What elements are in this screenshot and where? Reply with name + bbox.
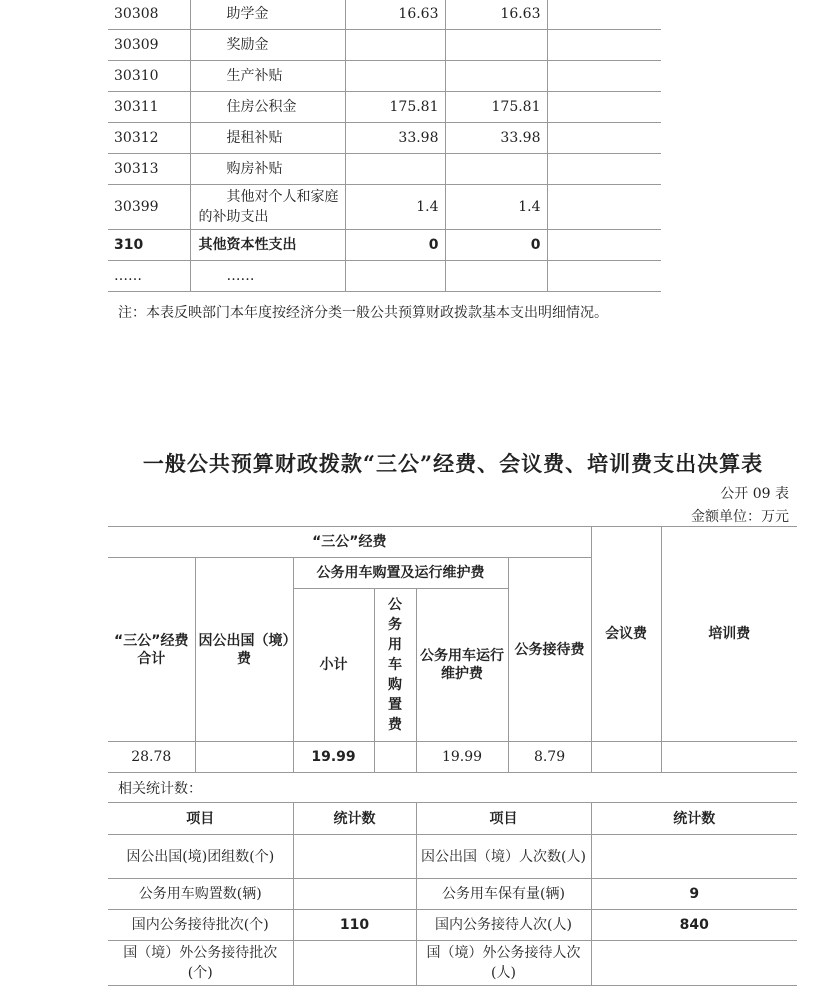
table-row xyxy=(108,230,661,261)
header-car-purchase: 公务用车购置费 xyxy=(388,597,402,733)
row-code: …… xyxy=(108,261,190,292)
value-total: 28.78 xyxy=(108,742,195,773)
row-value-2 xyxy=(445,61,547,92)
row-value-2: 0 xyxy=(445,230,547,261)
page-title: 一般公共预算财政拨款“三公”经费、会议费、培训费支出决算表 xyxy=(142,451,764,476)
header-abroad: 因公出国（境）费 xyxy=(195,558,293,742)
row-value-2 xyxy=(445,261,547,292)
basic-expenditure-detail-table xyxy=(108,0,661,292)
stats-item: 国（境）外公务接待人次(人) xyxy=(416,941,591,986)
row-value-3 xyxy=(547,30,661,61)
row-name: 提租补贴 xyxy=(190,123,345,154)
header-meeting: 会议费 xyxy=(591,527,661,742)
row-name: 生产补贴 xyxy=(190,61,345,92)
row-value-2: 1.4 xyxy=(445,185,547,230)
row-code: 30399 xyxy=(108,185,190,230)
stats-count xyxy=(293,941,416,986)
value-abroad xyxy=(195,742,293,773)
stats-item: 公务用车保有量(辆) xyxy=(416,879,591,910)
row-name: 其他资本性支出 xyxy=(190,230,345,261)
row-value-1: 33.98 xyxy=(345,123,445,154)
stats-row xyxy=(108,835,797,879)
row-value-3 xyxy=(547,230,661,261)
header-total: “三公”经费合计 xyxy=(108,558,195,742)
row-value-1: 175.81 xyxy=(345,92,445,123)
table-row xyxy=(108,185,661,230)
table-row xyxy=(108,0,661,30)
value-reception: 8.79 xyxy=(508,742,591,773)
row-value-2: 175.81 xyxy=(445,92,547,123)
row-code: 310 xyxy=(108,230,190,261)
header-reception: 公务接待费 xyxy=(508,558,591,742)
row-value-2: 16.63 xyxy=(445,0,547,30)
row-name: 其他对个人和家庭的补助支出 xyxy=(190,185,345,230)
row-value-2: 33.98 xyxy=(445,123,547,154)
value-car-run: 19.99 xyxy=(416,742,508,773)
stats-row xyxy=(108,879,797,910)
value-training xyxy=(661,742,797,773)
stats-header: 统计数 xyxy=(293,803,416,835)
row-value-3 xyxy=(547,123,661,154)
row-code: 30312 xyxy=(108,123,190,154)
stats-item: 国（境）外公务接待批次(个) xyxy=(108,941,293,986)
stats-count: 9 xyxy=(591,879,797,910)
row-code: 30310 xyxy=(108,61,190,92)
header-car: 公务用车购置及运行维护费 xyxy=(293,558,508,589)
row-name: 助学金 xyxy=(190,0,345,30)
stats-item: 公务用车购置数(辆) xyxy=(108,879,293,910)
stats-header: 项目 xyxy=(416,803,591,835)
row-value-2 xyxy=(445,30,547,61)
header-car-run: 公务用车运行维护费 xyxy=(416,589,508,742)
table-row xyxy=(108,154,661,185)
stats-header: 统计数 xyxy=(591,803,797,835)
stats-row xyxy=(108,910,797,941)
stats-item: 国内公务接待人次(人) xyxy=(416,910,591,941)
value-car-purchase xyxy=(374,742,416,773)
row-value-1 xyxy=(345,30,445,61)
value-meeting xyxy=(591,742,661,773)
row-value-3 xyxy=(547,185,661,230)
row-value-3 xyxy=(547,61,661,92)
stats-count xyxy=(591,835,797,879)
row-value-1: 1.4 xyxy=(345,185,445,230)
row-code: 30311 xyxy=(108,92,190,123)
row-code: 30308 xyxy=(108,0,190,30)
stats-table xyxy=(108,802,797,986)
row-value-1 xyxy=(345,261,445,292)
stats-count xyxy=(293,879,416,910)
row-name: 奖励金 xyxy=(190,30,345,61)
stats-count: 110 xyxy=(293,910,416,941)
header-training: 培训费 xyxy=(661,527,797,742)
table-number: 公开 09 表 xyxy=(720,486,789,502)
stats-count xyxy=(591,941,797,986)
table-row xyxy=(108,261,661,292)
amount-unit: 金额单位：万元 xyxy=(691,509,789,525)
row-value-3 xyxy=(547,0,661,30)
table-row xyxy=(108,61,661,92)
row-value-3 xyxy=(547,92,661,123)
row-value-1 xyxy=(345,154,445,185)
table-row xyxy=(108,30,661,61)
row-value-2 xyxy=(445,154,547,185)
table-note: 注：本表反映部门本年度按经济分类一般公共预算财政拨款基本支出明细情况。 xyxy=(118,305,608,321)
row-name: 购房补贴 xyxy=(190,154,345,185)
row-value-3 xyxy=(547,154,661,185)
stats-label: 相关统计数： xyxy=(118,781,202,797)
row-value-1 xyxy=(345,61,445,92)
row-name: 住房公积金 xyxy=(190,92,345,123)
stats-row xyxy=(108,941,797,986)
stats-count xyxy=(293,835,416,879)
row-value-1: 16.63 xyxy=(345,0,445,30)
row-name: …… xyxy=(190,261,345,292)
header-sangong: “三公”经费 xyxy=(108,527,591,558)
stats-item: 国内公务接待批次(个) xyxy=(108,910,293,941)
stats-header: 项目 xyxy=(108,803,293,835)
sangong-expense-table xyxy=(108,526,797,773)
stats-count: 840 xyxy=(591,910,797,941)
stats-item: 因公出国(境)团组数(个) xyxy=(108,835,293,879)
row-value-3 xyxy=(547,261,661,292)
table-row xyxy=(108,123,661,154)
table-row xyxy=(108,92,661,123)
row-code: 30313 xyxy=(108,154,190,185)
row-code: 30309 xyxy=(108,30,190,61)
row-value-1: 0 xyxy=(345,230,445,261)
value-subtotal: 19.99 xyxy=(293,742,374,773)
header-subtotal: 小计 xyxy=(293,589,374,742)
stats-item: 因公出国（境）人次数(人) xyxy=(416,835,591,879)
